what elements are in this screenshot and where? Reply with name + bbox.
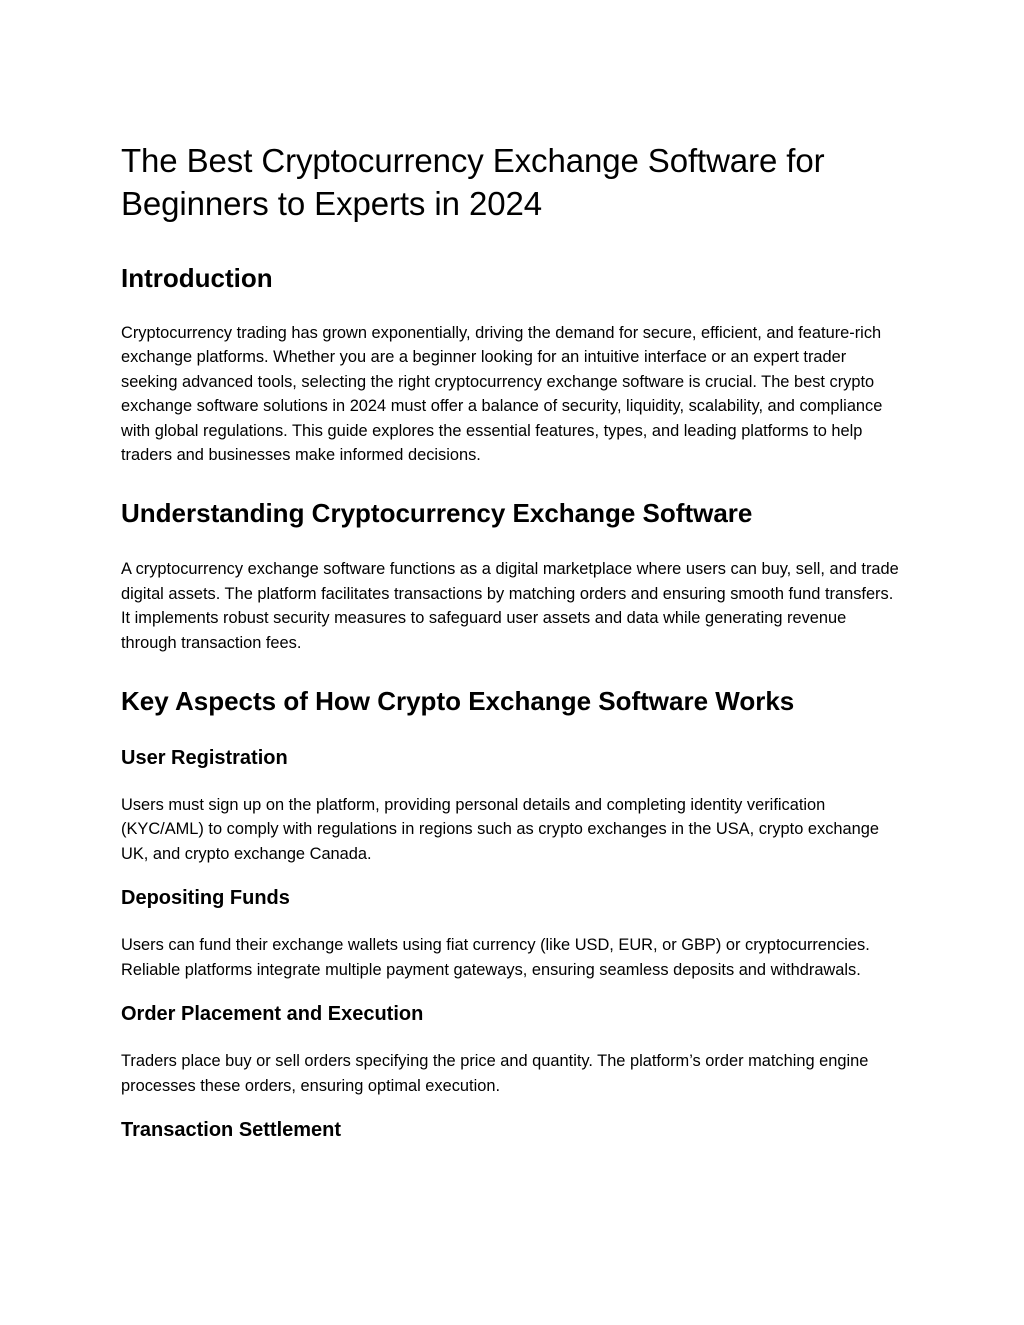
document-content <box>121 139 906 1143</box>
order-placement-paragraph: Traders place buy or sell orders specifying the price and quantity. The platform’s order matching engine processes these orders, ensuring optimal execution. <box>121 1052 869 1095</box>
section-heading-introduction: Introduction <box>121 263 273 293</box>
understanding-paragraph: A cryptocurrency exchange software functions as a digital marketplace where users can buy, sell, and trade digital assets. The platform facilitates transactions by matching orders and ensuring smooth fund transfers. It implements robust security measures to safeguard user assets and data while generating revenue through transaction fees. <box>121 560 899 652</box>
document-title: The Best Cryptocurrency Exchange Software for Beginners to Experts in 2024 <box>121 142 825 222</box>
section-heading-key-aspects: Key Aspects of How Crypto Exchange Software Works <box>121 686 795 717</box>
section-heading-understanding: Understanding Cryptocurrency Exchange Software <box>121 498 753 529</box>
introduction-paragraph: Cryptocurrency trading has grown exponentially, driving the demand for secure, efficient, and feature-rich exchange platforms. Whether you are a beginner looking for an intuitive interface or an expert trader seeking advanced tools, selecting the right cryptocurrency exchange software is crucial. The best crypto exchange software solutions in 2024 must offer a balance of security, liquidity, scalability, and compliance with global regulations. This guide explores the essential features, types, and leading platforms to help traders and businesses make informed decisions. <box>121 324 883 465</box>
subheading-transaction-settlement: Transaction Settlement <box>121 1118 342 1141</box>
subheading-depositing-funds: Depositing Funds <box>121 887 290 910</box>
subheading-order-placement: Order Placement and Execution <box>121 1003 424 1026</box>
user-registration-paragraph: Users must sign up on the platform, providing personal details and completing identity verification (KYC/AML) to comply with regulations in regions such as crypto exchanges in the USA, crypto exchange UK, and crypto exchange Canada. <box>121 796 879 863</box>
depositing-funds-paragraph: Users can fund their exchange wallets using fiat currency (like USD, EUR, or GBP) or cryptocurrencies. Reliable platforms integrate multiple payment gateways, ensuring seamless deposits and withdrawals. <box>121 936 870 979</box>
subheading-user-registration: User Registration <box>121 747 288 770</box>
